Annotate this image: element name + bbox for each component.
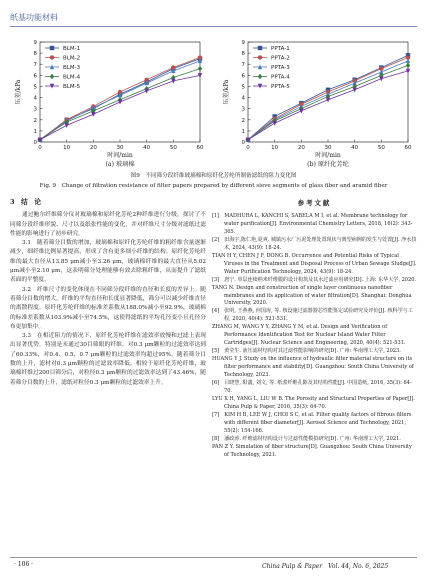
reference-item: [4] 张明, 王燕燕, 何国涛, 等. 核设施过滤器器芯性能鉴定试验研究及评价[J]. 核科学与工程, 2020, 40(4): 521-531. (212, 308, 413, 323)
x-tick-label: 20 (89, 145, 97, 151)
reference-item: TIAN H Y, CHEN J F, DONG B. Occurrence and Potential Risks of Typical Viruses in the Treatment and Disposal Process of Urban Sewage Sludge[J]. Water Purification Technology, 2024, 43(9): 18-24. (212, 252, 417, 275)
x-axis-label: 时间/min (315, 152, 341, 159)
y-tick-label: 7 (33, 62, 37, 69)
data-point (91, 112, 95, 117)
y-tick-label: 5 (33, 84, 37, 91)
y-tick-label: 7 (241, 62, 245, 69)
reference-item: [8] 潘政涛. 纤维滤材结构设计与过滤性能模拟研究[D]. 广州: 华南理工大学, 2021. (212, 435, 401, 442)
x-axis-label: 时间/min (107, 152, 133, 159)
chart-panel-b (218, 34, 418, 169)
legend-label: PPTA-1 (271, 46, 290, 52)
y-tick-label: 0 (241, 140, 245, 146)
y-tick-label: 3 (241, 106, 245, 113)
y-tick-label: 2 (33, 117, 37, 124)
x-tick-label: 10 (63, 145, 71, 151)
figure-caption-en: Fig. 9 Change of filtration resistance of filter papers prepared by different sieve segments of glass fiber and aramid fiber (39, 183, 388, 189)
conclusion-paragraph: 3.3 在相近阻力的情况下，原纤化芳纶纤维在滤效率放慢和过滤上表现出显著优势。特别是未通过30目筛眼的纤维，对0.3 μm颗粒的过滤效率达到了60.33%，对0.4、0.5、0.7 μm颗粒的过滤效率均超过95%。随着筛分目数的上升，滤材对0.3 μm颗粒的过滤效率降低。相较于原纤化芳纶纤维，玻璃棉纤维过200目筛分后，对粒径0.3 μm颗粒的过滤效率达到了43.46%，随着筛分目数的上升，滤纸对粒径0.3 μm颗粒的过滤效率上升。 (10, 333, 206, 386)
subplot-caption: (b) 原纤化芳纶 (307, 161, 349, 168)
reference-item: PAN Z Y. Simulation of fiber structure[D]. Guangzhou: South China University of Technology, 2021. (212, 443, 412, 458)
references-heading: 参考文献 (297, 199, 332, 207)
figure-caption-cn: 图9 不同筛分段纤维玻璃棉和原纤化芳纶所制备滤纸的阻力变化图 (130, 173, 297, 179)
data-point (118, 100, 122, 105)
chart-b (218, 34, 418, 169)
conclusion-paragraph: 3.1 随着筛分目数的增加，玻璃棉和原纤化芳纶纤维的粗纤维含量逐渐减少，细纤维比例显著提高，形成了含有更多细小纤维的结构。原纤化芳纶纤维的最大直径从13.85 μm减小至3.26 μm，玻璃棉纤维的最大直径从5.02 μm减小至2.10 μm，这表明筛分处理能够有效去除粗纤维，从而提升了滤纸表面的平整度。 (10, 240, 206, 284)
y-axis-label: 压差/kPa (223, 79, 230, 105)
header-rule (10, 26, 417, 27)
y-tick-label: 1 (241, 128, 245, 135)
reference-item: [2] 田海宇,陈仁艳,夏爽. 城镇污水厂污泥处理处置现状与典型病例的发生与处置[J]. 净水技术, 2024, 43(9): 18-24. (212, 236, 417, 251)
reference-item: [7] KIM H B, LEE W J, CHOI S C, et al. Filter quality factors of fibrous filters with different fiber diameter[J]. Aerosol Science and Technology, 2021, 55(2): 154-166. (212, 411, 412, 434)
reference-item: [5] 黄莹生. 液压滤材结构对其过滤性能影响的研究[D]. 广州: 华南理工大学, 2023. (212, 348, 401, 355)
legend-label: PPTA-4 (271, 74, 290, 81)
x-tick-label: 50 (169, 145, 177, 151)
legend-label: PPTA-3 (271, 65, 290, 71)
legend-label: BLM-3 (63, 65, 81, 71)
chart-a (10, 34, 210, 169)
y-tick-label: 1 (33, 128, 37, 135)
data-point (406, 63, 410, 68)
section-heading: 3 结 论 (10, 198, 41, 206)
legend-label: BLM-4 (63, 74, 81, 81)
y-tick-label: 8 (33, 51, 37, 58)
legend-label: BLM-1 (63, 46, 81, 52)
x-tick-label: 20 (297, 145, 305, 151)
data-point (50, 74, 54, 79)
data-point (258, 55, 262, 59)
legend-label: PPTA-2 (271, 55, 290, 62)
series-line (248, 71, 408, 140)
y-tick-label: 6 (241, 73, 245, 80)
data-point (379, 76, 383, 81)
reference-item: HUANG Y J. Study on the influence of hydraulic filter material structure on its filter performance and stability[D]. Guangzhou: South China University of Technology, 2023. (212, 356, 414, 379)
x-tick-label: 0 (38, 145, 42, 151)
footer-rule (10, 557, 417, 558)
legend-label: BLM-2 (63, 55, 81, 62)
data-point (64, 123, 68, 128)
data-point (272, 121, 276, 126)
conclusion-section (10, 198, 206, 388)
legend-label: BLM-5 (63, 84, 81, 90)
data-point (258, 74, 262, 79)
x-tick-label: 0 (246, 145, 250, 151)
data-point (50, 46, 54, 50)
reference-item: [1] MADHURA L, KANCHI S, SABELA M I, et al. Membrane technology for water purification[J]. Environmental Chemistry Letters, 2018, 16(2): 343-365. (212, 213, 413, 235)
legend-label: PPTA-5 (271, 84, 290, 90)
x-tick-label: 30 (324, 145, 332, 151)
x-tick-label: 60 (404, 145, 412, 151)
x-tick-label: 40 (351, 145, 359, 151)
data-point (299, 109, 303, 114)
conclusion-paragraph: 通过鲍尔纤维筛分仪对玻璃棉和原纤化芳纶2种纤维进行分级，探讨了不同筛分段纤维形貌、尺寸以及纸张性能的变化，并对纤维尺寸分级对滤纸过滤性能的影响进行了初步研究。 (10, 212, 206, 237)
reference-item: [3] 唐宁. 单层连续纳米纤维膜的设计构筑及其水过滤应用研究[D]. 上海: 东华大学, 2020. (212, 276, 417, 283)
references-list (212, 213, 417, 460)
reference-item: ZHANG M, WANG Y Y, ZHANG Y M, et al. Design and Verification of Performance Identification Test for Nuclear Island Water Filter Cartridges[J]. Nuclear Science and Engineering, 2020, 40(4): 521-531. (212, 324, 406, 347)
x-tick-label: 30 (116, 145, 124, 151)
y-tick-label: 3 (33, 106, 37, 113)
y-tick-label: 2 (241, 117, 245, 124)
y-tick-label: 6 (33, 73, 37, 80)
data-point (326, 98, 330, 103)
x-tick-label: 60 (196, 145, 204, 151)
data-point (50, 55, 54, 59)
reference-item: TANG N. Design and construction of single layer continuous nanofiber membranes and its application of water filtration[D]. Shanghai: Donghua University, 2020. (212, 284, 412, 307)
x-tick-label: 40 (143, 145, 151, 151)
data-point (198, 66, 202, 71)
y-tick-label: 5 (241, 84, 245, 91)
page-number: · 106 · (14, 561, 34, 568)
reference-item: LYU X H, YANG L, LIU W B. The Porosity and Structural Properties of Paper[J]. China Pulp & Paper, 2016, 35(3): 64-70. (212, 395, 415, 410)
y-tick-label: 4 (241, 95, 245, 102)
y-tick-label: 4 (33, 95, 37, 102)
data-point (258, 46, 262, 50)
reference-item: [6] 吕晓慧, 阳鑫, 刘文, 等. 纸浆纤维孔隙及其结构性能[J]. 中国造纸, 2016, 35(3): 64-70. (212, 380, 412, 394)
x-tick-label: 50 (377, 145, 385, 151)
y-tick-label: 9 (241, 40, 245, 46)
data-point (144, 89, 148, 94)
y-tick-label: 9 (33, 40, 37, 46)
y-tick-label: 0 (33, 140, 37, 146)
footer-journal: China Pulp & Paper Vol. 44, No. 6, 2025 (262, 563, 389, 570)
y-axis-label: 压差/kPa (15, 79, 22, 105)
subplot-caption: (a) 玻璃棉 (105, 161, 135, 168)
y-tick-label: 8 (241, 51, 245, 58)
x-tick-label: 10 (271, 145, 279, 151)
conclusion-paragraph: 3.2 纤维尺寸的变化体现在不同筛分段纤维的直径和长度的差异上。随着筛分目数的增大，纤维的平均直径和长度显著降低，筛分可以减少纤维直径的离散程度。原纤化芳纶纤维的标准差系数从188.0%减小至92.9%，玻璃棉的标准差系数从103.9%减小至74.5%，这使得滤纸的平均孔径变小且孔径分布更加集中。 (10, 286, 206, 330)
chart-panel-a (10, 34, 210, 169)
journal-header: 纸基功能材料 (10, 13, 58, 22)
